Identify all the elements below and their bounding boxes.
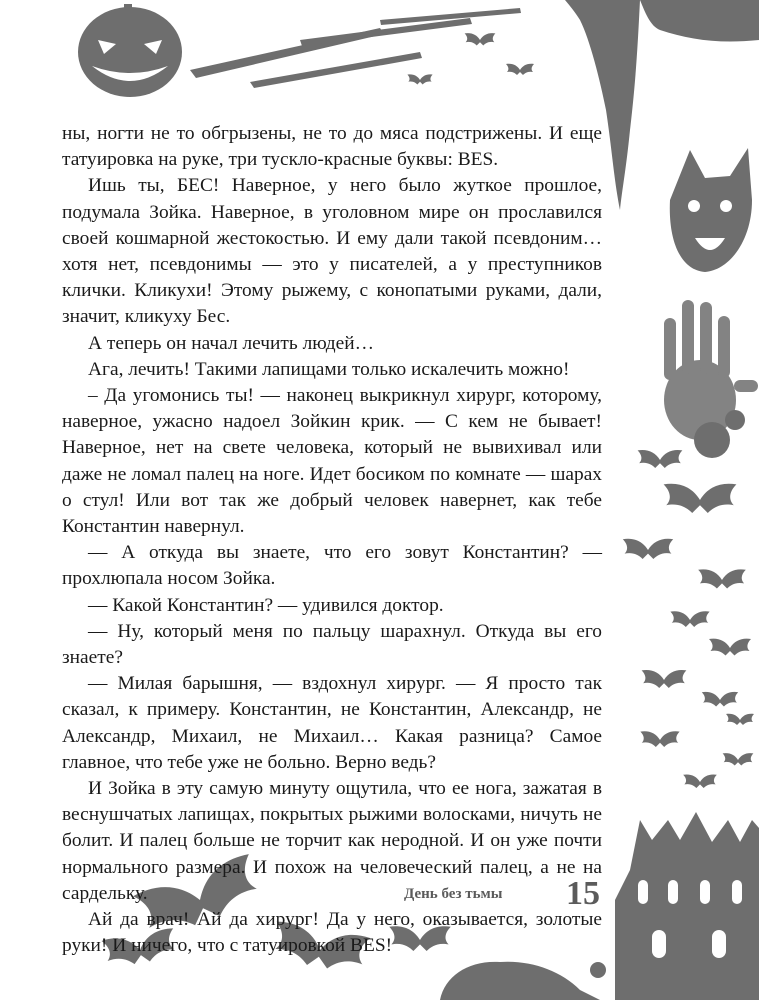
- paragraph: — Ну, который меня по пальцу шарахнул. Откуда вы его знаете?: [62, 620, 602, 669]
- paragraph: — А откуда вы знаете, что его зовут Константин? — прохлюпала носом Зойка.: [62, 542, 602, 590]
- bat-icon: [623, 450, 754, 788]
- cat-icon: [670, 148, 752, 272]
- paragraph: — Какой Константин? — удивился доктор.: [88, 594, 444, 616]
- body-text: [62, 121, 602, 960]
- paragraph: Ишь ты, БЕС! Наверное, у него было жуткое прошлое, подумала Зойка. Наверное, в уголовном мире он прославился своей кошмарной жестокостью. И ему дали такой псевдоним… хотя нет, псевдонимы — это у писателей, а у преступников клички. Кликухи! Этому рыжему, с конопатыми руками, дали, значит, кликуху Бес.: [62, 175, 602, 328]
- running-title: День без тьмы: [404, 886, 503, 902]
- scratch-marks: [190, 8, 521, 88]
- paragraph: – Да угомонись ты! — наконец выкрикнул хирург, которому, наверное, ужасно надоел Зойкин крик. — С кем не бывает! Наверное, нет на свете человека, который не вывихивал или даже не ломал палец на ноге. Идет босиком по комнате — шарах о стул! Или вот так же добрый человек навернет, как тебе Константин навернул.: [62, 385, 602, 538]
- page-number: 15: [566, 875, 600, 912]
- paragraph: А теперь он начал лечить людей…: [88, 332, 374, 354]
- paragraph: ны, ногти не то обгрызены, не то до мяса подстрижены. И еще татуировка на руке, три тускло-красные буквы: BES.: [62, 123, 602, 171]
- paragraph: Ага, лечить! Такими лапищами только искалечить можно!: [88, 358, 570, 380]
- pumpkin-icon: [78, 4, 182, 97]
- castle-icon: [615, 812, 759, 1000]
- paragraph: Ай да врач! Ай да хирург! Да у него, оказывается, золотые руки! И ничего, что с татуировкой BES!: [62, 909, 602, 957]
- paragraph: — Милая барышня, — вздохнул хирург. — Я просто так сказал, к примеру. Константин, не Константин, Александр, не Александр, Михаил, не Михаил… Какая разница? Самое главное, что тебе уже не больно. Верно ведь?: [62, 673, 602, 773]
- paragraph: И Зойка в эту самую минуту ощутила, что ее нога, зажатая в веснушчатых лапищах, покрытых рыжими волосками, ничуть не болит. И палец больше не торчит как неродной. И он уже почти нормального размера. И похож на человеческий палец, а не на сардельку.: [62, 778, 602, 904]
